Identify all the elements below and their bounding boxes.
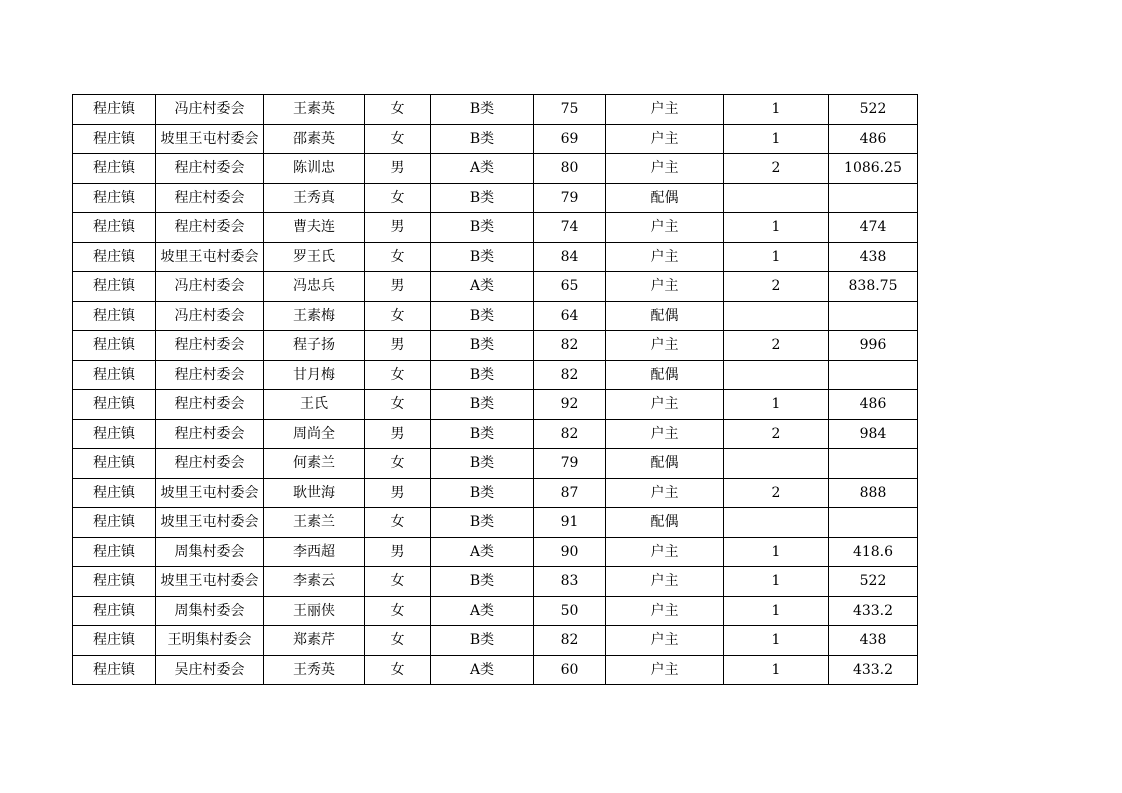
amount-cell <box>829 508 918 538</box>
household-count-cell: 2 <box>724 478 829 508</box>
gender-cell: 女 <box>365 242 431 272</box>
category-cell: B类 <box>431 331 534 361</box>
gender-cell: 女 <box>365 655 431 685</box>
age-cell: 92 <box>534 390 606 420</box>
town-cell: 程庄镇 <box>73 419 156 449</box>
amount-cell: 984 <box>829 419 918 449</box>
table-row <box>73 449 918 479</box>
name-cell: 耿世海 <box>264 478 365 508</box>
amount-cell: 996 <box>829 331 918 361</box>
table-row <box>73 508 918 538</box>
relation-cell: 户主 <box>606 537 724 567</box>
household-count-cell <box>724 183 829 213</box>
household-count-cell: 1 <box>724 537 829 567</box>
village-committee-cell: 程庄村委会 <box>156 183 264 213</box>
table-row <box>73 419 918 449</box>
age-cell: 82 <box>534 360 606 390</box>
name-cell: 王素兰 <box>264 508 365 538</box>
gender-cell: 女 <box>365 124 431 154</box>
gender-cell: 男 <box>365 331 431 361</box>
gender-cell: 男 <box>365 213 431 243</box>
name-cell: 王氏 <box>264 390 365 420</box>
village-committee-cell: 王明集村委会 <box>156 626 264 656</box>
gender-cell: 男 <box>365 478 431 508</box>
amount-cell: 474 <box>829 213 918 243</box>
household-count-cell: 2 <box>724 272 829 302</box>
household-count-cell: 2 <box>724 154 829 184</box>
amount-cell <box>829 301 918 331</box>
village-committee-cell: 程庄村委会 <box>156 154 264 184</box>
relation-cell: 户主 <box>606 655 724 685</box>
household-count-cell <box>724 360 829 390</box>
table-row <box>73 272 918 302</box>
household-count-cell: 1 <box>724 124 829 154</box>
age-cell: 80 <box>534 154 606 184</box>
table-row <box>73 655 918 685</box>
town-cell: 程庄镇 <box>73 390 156 420</box>
village-committee-cell: 坡里王屯村委会 <box>156 124 264 154</box>
village-committee-cell: 程庄村委会 <box>156 213 264 243</box>
village-committee-cell: 冯庄村委会 <box>156 272 264 302</box>
town-cell: 程庄镇 <box>73 537 156 567</box>
relation-cell: 户主 <box>606 390 724 420</box>
table-row <box>73 390 918 420</box>
name-cell: 王秀真 <box>264 183 365 213</box>
age-cell: 87 <box>534 478 606 508</box>
age-cell: 65 <box>534 272 606 302</box>
amount-cell: 1086.25 <box>829 154 918 184</box>
town-cell: 程庄镇 <box>73 124 156 154</box>
table-row <box>73 95 918 125</box>
category-cell: B类 <box>431 360 534 390</box>
amount-cell: 418.6 <box>829 537 918 567</box>
age-cell: 69 <box>534 124 606 154</box>
amount-cell <box>829 183 918 213</box>
category-cell: B类 <box>431 478 534 508</box>
table-row <box>73 242 918 272</box>
household-count-cell: 1 <box>724 95 829 125</box>
category-cell: B类 <box>431 567 534 597</box>
name-cell: 陈训忠 <box>264 154 365 184</box>
household-count-cell <box>724 449 829 479</box>
gender-cell: 女 <box>365 301 431 331</box>
category-cell: A类 <box>431 655 534 685</box>
village-committee-cell: 坡里王屯村委会 <box>156 242 264 272</box>
household-count-cell: 1 <box>724 567 829 597</box>
category-cell: B类 <box>431 626 534 656</box>
name-cell: 程子扬 <box>264 331 365 361</box>
category-cell: B类 <box>431 124 534 154</box>
category-cell: B类 <box>431 449 534 479</box>
relation-cell: 户主 <box>606 419 724 449</box>
age-cell: 75 <box>534 95 606 125</box>
village-committee-cell: 坡里王屯村委会 <box>156 478 264 508</box>
data-table <box>72 94 918 685</box>
age-cell: 90 <box>534 537 606 567</box>
relation-cell: 户主 <box>606 567 724 597</box>
age-cell: 82 <box>534 626 606 656</box>
amount-cell <box>829 360 918 390</box>
table-row <box>73 301 918 331</box>
gender-cell: 女 <box>365 183 431 213</box>
table-row <box>73 213 918 243</box>
town-cell: 程庄镇 <box>73 331 156 361</box>
household-count-cell: 2 <box>724 419 829 449</box>
household-count-cell: 1 <box>724 626 829 656</box>
age-cell: 83 <box>534 567 606 597</box>
name-cell: 冯忠兵 <box>264 272 365 302</box>
gender-cell: 男 <box>365 272 431 302</box>
amount-cell: 522 <box>829 567 918 597</box>
gender-cell: 女 <box>365 360 431 390</box>
category-cell: B类 <box>431 301 534 331</box>
gender-cell: 女 <box>365 449 431 479</box>
village-committee-cell: 程庄村委会 <box>156 360 264 390</box>
village-committee-cell: 程庄村委会 <box>156 390 264 420</box>
village-committee-cell: 坡里王屯村委会 <box>156 567 264 597</box>
relation-cell: 户主 <box>606 213 724 243</box>
amount-cell: 438 <box>829 626 918 656</box>
name-cell: 甘月梅 <box>264 360 365 390</box>
relation-cell: 户主 <box>606 272 724 302</box>
village-committee-cell: 周集村委会 <box>156 537 264 567</box>
relation-cell: 户主 <box>606 124 724 154</box>
town-cell: 程庄镇 <box>73 655 156 685</box>
age-cell: 60 <box>534 655 606 685</box>
amount-cell: 433.2 <box>829 596 918 626</box>
relation-cell: 配偶 <box>606 360 724 390</box>
age-cell: 82 <box>534 419 606 449</box>
gender-cell: 男 <box>365 154 431 184</box>
household-count-cell: 1 <box>724 242 829 272</box>
town-cell: 程庄镇 <box>73 508 156 538</box>
age-cell: 79 <box>534 449 606 479</box>
household-count-cell: 1 <box>724 213 829 243</box>
age-cell: 82 <box>534 331 606 361</box>
amount-cell <box>829 449 918 479</box>
gender-cell: 女 <box>365 596 431 626</box>
table-row <box>73 567 918 597</box>
amount-cell: 433.2 <box>829 655 918 685</box>
town-cell: 程庄镇 <box>73 449 156 479</box>
amount-cell: 888 <box>829 478 918 508</box>
age-cell: 84 <box>534 242 606 272</box>
gender-cell: 男 <box>365 419 431 449</box>
town-cell: 程庄镇 <box>73 272 156 302</box>
gender-cell: 女 <box>365 390 431 420</box>
village-committee-cell: 冯庄村委会 <box>156 301 264 331</box>
age-cell: 74 <box>534 213 606 243</box>
gender-cell: 女 <box>365 626 431 656</box>
name-cell: 邵素英 <box>264 124 365 154</box>
age-cell: 79 <box>534 183 606 213</box>
category-cell: B类 <box>431 242 534 272</box>
amount-cell: 438 <box>829 242 918 272</box>
amount-cell: 486 <box>829 390 918 420</box>
town-cell: 程庄镇 <box>73 242 156 272</box>
town-cell: 程庄镇 <box>73 301 156 331</box>
category-cell: B类 <box>431 390 534 420</box>
table-row <box>73 154 918 184</box>
relation-cell: 户主 <box>606 242 724 272</box>
name-cell: 周尚全 <box>264 419 365 449</box>
category-cell: B类 <box>431 213 534 243</box>
table-row <box>73 537 918 567</box>
household-count-cell <box>724 508 829 538</box>
name-cell: 王丽侠 <box>264 596 365 626</box>
category-cell: A类 <box>431 272 534 302</box>
household-count-cell: 1 <box>724 390 829 420</box>
amount-cell: 486 <box>829 124 918 154</box>
town-cell: 程庄镇 <box>73 626 156 656</box>
age-cell: 64 <box>534 301 606 331</box>
amount-cell: 838.75 <box>829 272 918 302</box>
table-row <box>73 478 918 508</box>
town-cell: 程庄镇 <box>73 183 156 213</box>
relation-cell: 配偶 <box>606 449 724 479</box>
relation-cell: 配偶 <box>606 508 724 538</box>
town-cell: 程庄镇 <box>73 213 156 243</box>
village-committee-cell: 程庄村委会 <box>156 449 264 479</box>
town-cell: 程庄镇 <box>73 567 156 597</box>
household-count-cell: 2 <box>724 331 829 361</box>
town-cell: 程庄镇 <box>73 478 156 508</box>
gender-cell: 女 <box>365 567 431 597</box>
table-body <box>73 95 918 685</box>
gender-cell: 女 <box>365 95 431 125</box>
relation-cell: 户主 <box>606 596 724 626</box>
town-cell: 程庄镇 <box>73 154 156 184</box>
relation-cell: 配偶 <box>606 301 724 331</box>
village-committee-cell: 坡里王屯村委会 <box>156 508 264 538</box>
village-committee-cell: 程庄村委会 <box>156 331 264 361</box>
name-cell: 曹夫连 <box>264 213 365 243</box>
relation-cell: 户主 <box>606 154 724 184</box>
table-row <box>73 360 918 390</box>
household-count-cell <box>724 301 829 331</box>
table-row <box>73 183 918 213</box>
relation-cell: 户主 <box>606 478 724 508</box>
category-cell: B类 <box>431 508 534 538</box>
relation-cell: 户主 <box>606 626 724 656</box>
name-cell: 罗王氏 <box>264 242 365 272</box>
category-cell: A类 <box>431 596 534 626</box>
household-count-cell: 1 <box>724 596 829 626</box>
household-count-cell: 1 <box>724 655 829 685</box>
table-row <box>73 596 918 626</box>
category-cell: B类 <box>431 183 534 213</box>
town-cell: 程庄镇 <box>73 95 156 125</box>
name-cell: 王素梅 <box>264 301 365 331</box>
relation-cell: 户主 <box>606 95 724 125</box>
age-cell: 50 <box>534 596 606 626</box>
gender-cell: 男 <box>365 537 431 567</box>
town-cell: 程庄镇 <box>73 596 156 626</box>
table-row <box>73 331 918 361</box>
category-cell: A类 <box>431 154 534 184</box>
town-cell: 程庄镇 <box>73 360 156 390</box>
age-cell: 91 <box>534 508 606 538</box>
amount-cell: 522 <box>829 95 918 125</box>
table-row <box>73 626 918 656</box>
relation-cell: 配偶 <box>606 183 724 213</box>
name-cell: 郑素芹 <box>264 626 365 656</box>
village-committee-cell: 周集村委会 <box>156 596 264 626</box>
name-cell: 王秀英 <box>264 655 365 685</box>
relation-cell: 户主 <box>606 331 724 361</box>
village-committee-cell: 程庄村委会 <box>156 419 264 449</box>
category-cell: B类 <box>431 419 534 449</box>
category-cell: B类 <box>431 95 534 125</box>
gender-cell: 女 <box>365 508 431 538</box>
village-committee-cell: 吴庄村委会 <box>156 655 264 685</box>
table-row <box>73 124 918 154</box>
name-cell: 李西超 <box>264 537 365 567</box>
name-cell: 何素兰 <box>264 449 365 479</box>
village-committee-cell: 冯庄村委会 <box>156 95 264 125</box>
name-cell: 李素云 <box>264 567 365 597</box>
category-cell: A类 <box>431 537 534 567</box>
name-cell: 王素英 <box>264 95 365 125</box>
